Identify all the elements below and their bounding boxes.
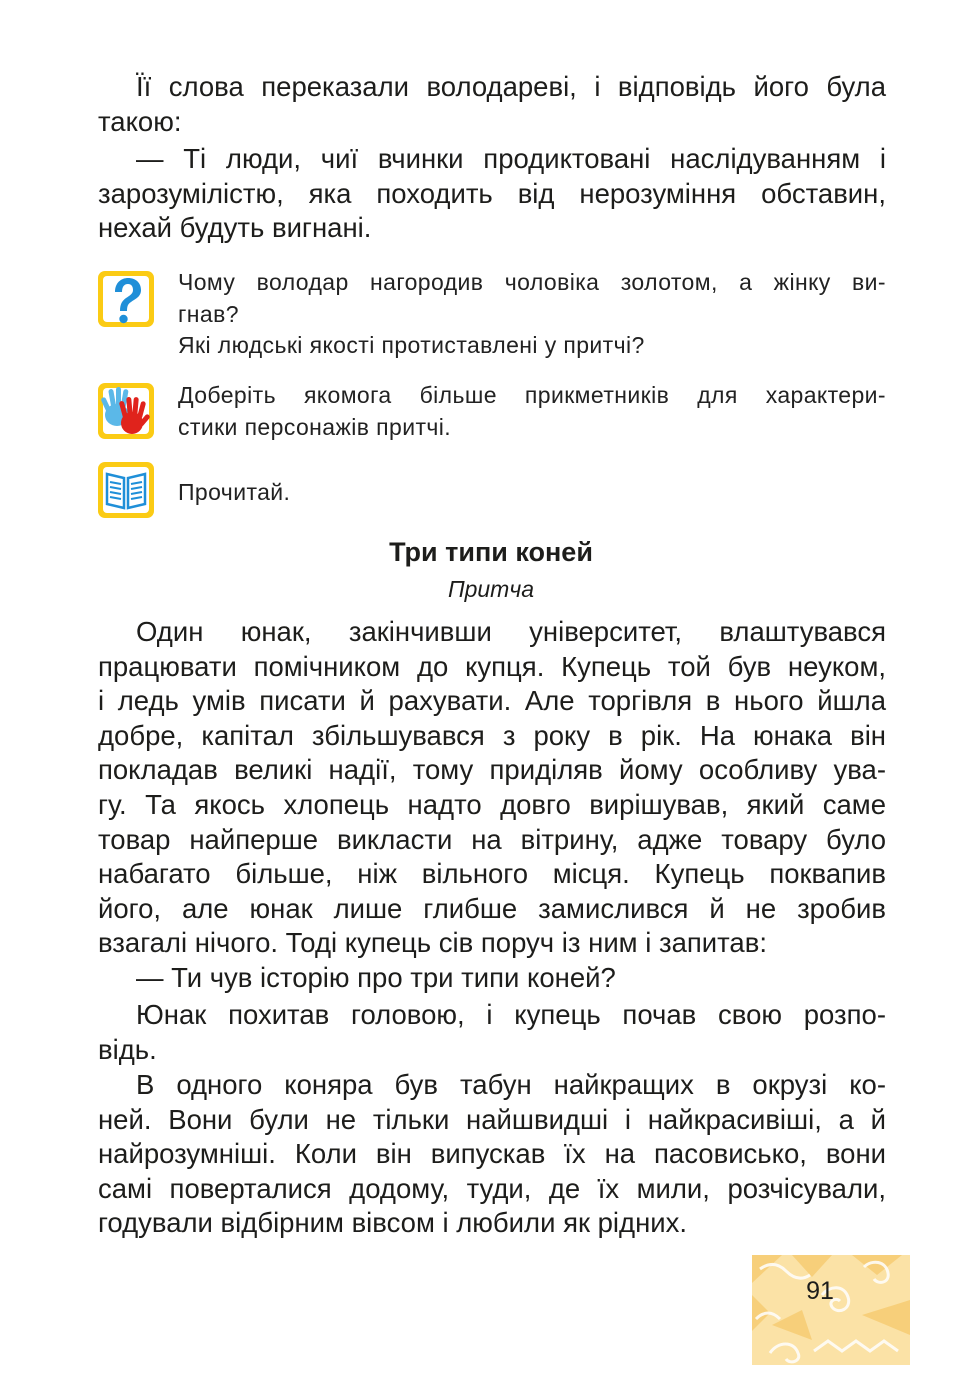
text-line: — Ти чув історію про три типи коней?	[136, 962, 616, 993]
text-line: товар найперше викласти на вітрину, адже товару було	[98, 823, 886, 855]
text-line: добре, капітал збільшувався з року в рік. На юнака він	[98, 719, 886, 751]
text-line: взагалі нічого. Тоді купець сів поруч із ним і запитав:	[98, 927, 767, 959]
text-line: Які людські якості протиставлені у притчі?	[178, 332, 645, 358]
story-paragraph	[98, 998, 886, 1067]
text-line: набагато більше, ніж вільного місця. Купець поквапив	[98, 858, 886, 890]
text-line: найрозумніші. Коли він випускав їх на пасовисько, вони	[98, 1138, 886, 1170]
text-line: Прочитай.	[178, 479, 291, 505]
text-line: покладав великі надії, тому приділяв йому особливу ува-	[98, 754, 886, 786]
text-line: відь.	[98, 1033, 157, 1065]
hands-icon	[98, 383, 154, 439]
text-line: і ледь умів писати й рахувати. Але торгівля в нього йшла	[98, 685, 886, 717]
text-line: самі поверталися додому, туди, де їх мили, розчісували,	[98, 1172, 886, 1204]
task-adjectives-text	[178, 380, 886, 443]
text-line: годували відбірним вівсом і любили як рідних.	[98, 1207, 688, 1239]
paragraph-ruler-verdict	[98, 142, 886, 246]
text-line: зарозумілістю, яка походить від нерозуміння обставин,	[98, 177, 886, 209]
page-corner-ornament	[752, 1255, 910, 1365]
story-paragraph	[98, 1068, 886, 1241]
text-line: В одного коняра був табун найкращих в окрузі ко-	[136, 1069, 886, 1100]
text-line: працювати помічником до купця. Купець той був неуком,	[98, 650, 886, 682]
story-paragraph	[98, 615, 886, 961]
text-line: Юнак похитав головою, і купець почав свою розпо-	[136, 999, 886, 1030]
text-line: гнав?	[178, 300, 239, 327]
task-question-text	[178, 267, 886, 362]
text-line: — Ті люди, чиї вчинки продиктовані наслідуванням і	[136, 143, 886, 174]
task-read-text	[178, 477, 886, 509]
paragraph-ruler-reply	[98, 70, 886, 139]
text-line: ней. Вони були не тільки найшвидші і найкрасивіші, а й	[98, 1103, 886, 1135]
story-title: Три типи коней	[389, 537, 593, 567]
text-line: Її слова переказали володареві, і відповідь його була	[136, 71, 886, 102]
text-line: такою:	[98, 105, 182, 137]
question-mark-icon	[98, 271, 154, 327]
open-book-icon	[98, 462, 154, 518]
story-paragraph	[98, 961, 886, 996]
text-line: Чому володар нагородив чоловіка золотом, а жінку ви-	[178, 269, 886, 295]
text-line: Один юнак, закінчивши університет, влаштувався	[136, 616, 886, 647]
text-line: нехай будуть вигнані.	[98, 212, 372, 244]
page-number: 91	[806, 1277, 834, 1305]
text-line: гу. Та якось хлопець надто довго вирішував, який саме	[98, 788, 886, 820]
text-line: його, але юнак лише глибше замислився й не зробив	[98, 892, 886, 924]
story-genre: Притча	[447, 576, 535, 602]
text-line: стики персонажів притчі.	[178, 413, 452, 440]
text-line: Доберіть якомога більше прикметників для характери-	[178, 382, 886, 408]
